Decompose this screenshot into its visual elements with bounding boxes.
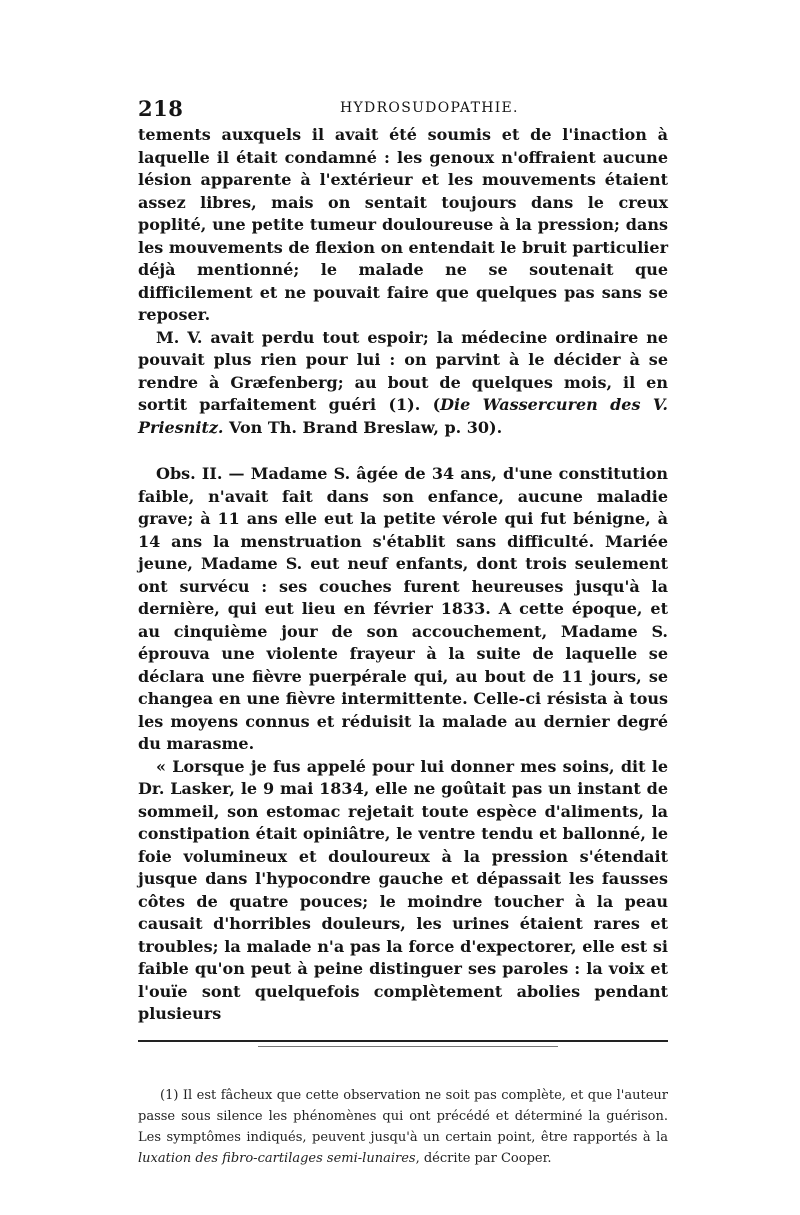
footnote-main: (1) Il est fâcheux que cette observation ne soit pas complète, et que l'auteur passe sous silence les phénomènes qui ont précédé et déterminé la guérison. Les symptômes indiqués, peuvent jusqu'à un certain point, être rapportés à la	[138, 1087, 668, 1145]
body-text	[138, 124, 668, 1026]
paragraph-gap	[138, 439, 668, 463]
footnote-rule	[138, 1040, 668, 1042]
footnote-italic: luxation des fibro-cartilages semi-lunaires	[138, 1150, 416, 1166]
paragraph-continuation: tements auxquels il avait été soumis et de l'inaction à laquelle il était condamné : les genoux n'offraient aucune lésion apparente à l'extérieur et les mouvements étaient assez libres, mais on sentait toujours dans le creux poplité, une petite tumeur douloureuse à la pression; dans les mouvements de flexion on entendait le bruit particulier déjà mentionné; le malade ne se soutenait que difficilement et ne pouvait faire que quelques pas sans se reposer.	[138, 125, 668, 324]
paragraph-m-v-main: M. V. avait perdu tout espoir; la médecine ordinaire ne pouvait plus rien pour lui : on parvint à le décider à se rendre à Græfenberg; au bout de quelques mois, il en sortit parfaitement guéri (1). (	[138, 327, 668, 414]
book-title-citation: Die Wassercuren des V. Priesnitz.	[138, 395, 669, 437]
running-head	[138, 96, 668, 124]
footnote-text	[138, 1085, 668, 1169]
obs-ii-text: — Madame S. âgée de 34 ans, d'une constitution faible, n'avait fait dans son enfance, aucune maladie grave; à 11 ans elle eut la petite vérole qui fut bénigne, à 14 ans la menstruation s'établit sans difficulté. Mariée jeune, Madame S. eut neuf enfants, dont trois seulement ont survécu : ses couches furent heureuses jusqu'à la dernière, qui eut lieu en février 1833. A cette époque, et au cinquième jour de son accouchement, Madame S. éprouva une violente frayeur à la suite de laquelle se déclara une fièvre puerpérale qui, au bout de 11 jours, se changea en une fièvre intermittente. Celle-ci résista à tous les moyens connus et réduisit la malade au dernier degré du marasme.	[138, 464, 668, 753]
footnote	[138, 1085, 668, 1169]
book-page	[138, 96, 668, 1169]
obs-label: Obs. II.	[156, 464, 223, 483]
page-number: 218	[138, 96, 184, 121]
footnote-rule-secondary	[258, 1046, 558, 1047]
paragraph-m-v-end: Von Th. Brand Breslaw, p. 30).	[223, 417, 503, 437]
running-title: HYDROSUDOPATHIE.	[340, 100, 519, 116]
paragraph-m-v	[138, 327, 668, 440]
footnote-end: , décrite par Cooper.	[415, 1150, 552, 1166]
paragraph-obs-ii	[138, 463, 668, 756]
paragraph-lasker-quote: « Lorsque je fus appelé pour lui donner mes soins, dit le Dr. Lasker, le 9 mai 1834, elle ne goûtait pas un instant de sommeil, son estomac rejetait toute espèce d'aliments, la constipation était opiniâtre, le ventre tendu et ballonné, le foie volumineux et douloureux à la pression s'étendait jusque dans l'hypocondre gauche et dépassait les fausses côtes de quatre pouces; le moindre toucher à la peau causait d'horribles douleurs, les urines étaient rares et troubles; la malade n'a pas la force d'expectorer, elle est si faible qu'on peut à peine distinguer ses paroles : la voix et l'ouïe sont quelquefois complètement abolies pendant plusieurs	[138, 756, 668, 1023]
